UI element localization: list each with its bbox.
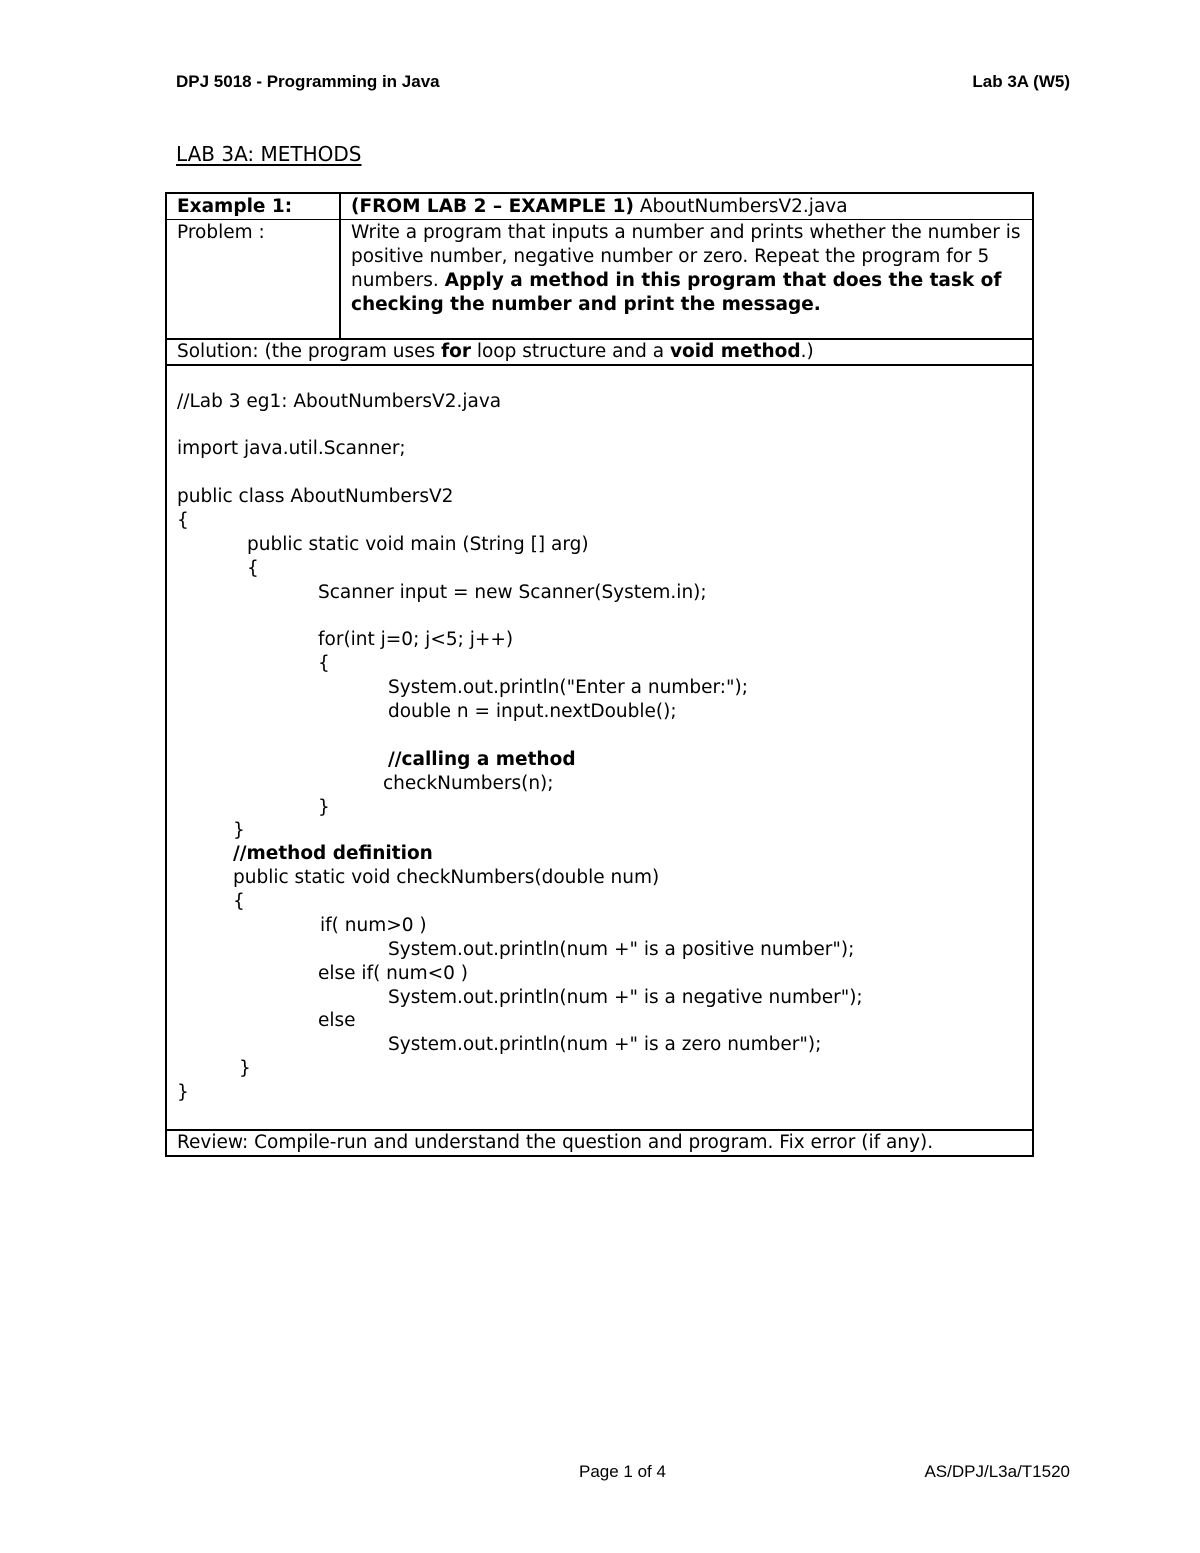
example-label: Example 1:	[167, 194, 341, 219]
review-text: Review: Compile-run and understand the question and program. Fix error (if any).	[177, 1132, 934, 1153]
code-line: }	[177, 1082, 189, 1103]
header-lab: Lab 3A (W5)	[972, 72, 1070, 91]
solution-void: void method	[670, 341, 801, 362]
code-line: if( num>0 )	[320, 915, 427, 936]
problem-description	[341, 220, 1032, 338]
code-line: {	[318, 653, 330, 674]
problem-bold-text: Apply a method in this program that does the task of checking the number and print the message.	[351, 270, 1002, 315]
example-file: AboutNumbersV2.java	[639, 196, 848, 217]
solution-mid: loop structure and a	[476, 341, 665, 362]
solution-for: for	[441, 341, 471, 362]
problem-text: Write a program that inputs a number and prints whether the number is positive number, negative number or zero. Repeat the program for 5 numbers.	[351, 222, 1021, 291]
code-line: public static void checkNumbers(double num)	[233, 867, 660, 888]
solution-row	[167, 340, 1032, 366]
code-line: double n = input.nextDouble();	[388, 701, 677, 722]
lab-table	[165, 192, 1034, 1157]
code-comment: //calling a method	[388, 749, 576, 770]
code-line: System.out.println(num +" is a zero number");	[388, 1034, 822, 1055]
code-line: for(int j=0; j<5; j++)	[318, 629, 514, 650]
code-line: {	[247, 558, 259, 579]
solution-label	[167, 340, 1032, 364]
code-line: }	[318, 797, 330, 818]
review-row	[167, 1131, 1032, 1155]
solution-prefix: Solution: (the program uses	[177, 341, 436, 362]
problem-row	[167, 220, 1032, 340]
example-title	[341, 194, 1032, 219]
code-line: public static void main (String [] arg)	[247, 534, 589, 555]
code-line: System.out.println("Enter a number:");	[388, 677, 748, 698]
code-line: else if( num<0 )	[318, 963, 469, 984]
solution-suffix: .)	[800, 341, 814, 362]
example-row	[167, 194, 1032, 220]
header-course: DPJ 5018 - Programming in Java	[176, 72, 440, 91]
code-line: {	[177, 510, 189, 531]
problem-label: Problem :	[167, 220, 341, 338]
code-line: public class AboutNumbersV2	[177, 486, 454, 507]
page-number: Page 1 of 4	[579, 1462, 666, 1481]
code-line: checkNumbers(n);	[383, 773, 554, 794]
code-line: {	[233, 891, 245, 912]
code-line: import java.util.Scanner;	[177, 438, 406, 459]
code-line: Scanner input = new Scanner(System.in);	[318, 582, 707, 603]
document-ref: AS/DPJ/L3a/T1520	[924, 1462, 1070, 1481]
code-line: }	[239, 1058, 251, 1079]
code-line: System.out.println(num +" is a positive number");	[388, 939, 855, 960]
code-row	[167, 366, 1032, 1131]
page-title: LAB 3A: METHODS	[176, 142, 362, 166]
code-comment: //method definition	[233, 843, 433, 864]
code-line: System.out.println(num +" is a negative number");	[388, 987, 863, 1008]
code-line: }	[233, 820, 245, 841]
code-line: else	[318, 1010, 356, 1031]
code-block	[167, 366, 1032, 1129]
example-source: (FROM LAB 2 – EXAMPLE 1)	[351, 196, 634, 217]
code-line: //Lab 3 eg1: AboutNumbersV2.java	[177, 391, 502, 412]
